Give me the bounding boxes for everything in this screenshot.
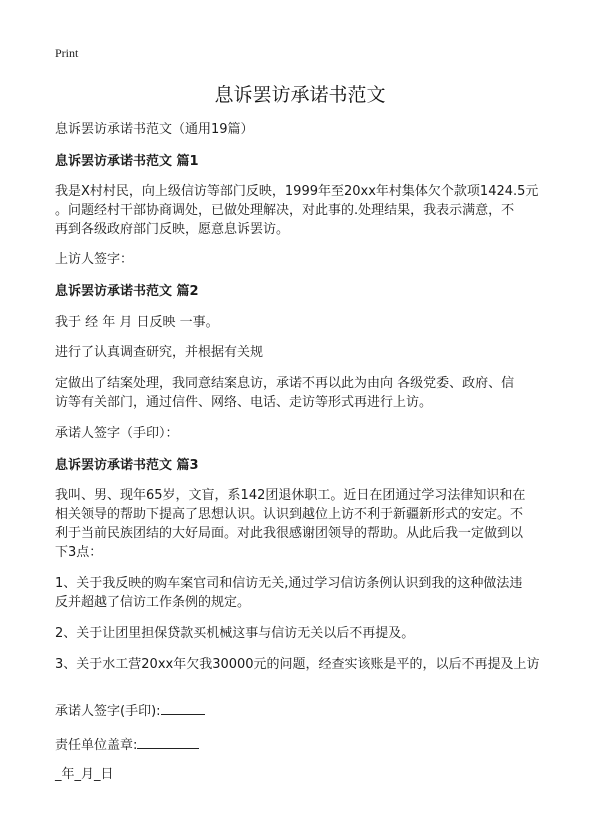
seal-blank: [137, 734, 199, 749]
print-label: Print: [55, 46, 79, 60]
section3-para-line: 利于当前民族团结的大好局面。对此我很感谢团领导的帮助。从此后我一定做到以: [55, 526, 524, 541]
section3-para-line: 下3点：: [55, 545, 103, 560]
section3-item-1-line: 反并超越了信访工作条例的规定。: [55, 595, 251, 610]
section-heading-2: 息诉罢访承诺书范文 篇2: [55, 284, 199, 299]
section-heading-3: 息诉罢访承诺书范文 篇3: [55, 458, 199, 473]
seal-row: [55, 734, 550, 755]
date-line: _年_月_日: [55, 767, 114, 782]
section3-item-2: 2、关于让团里担保贷款买机械这事与信访无关以后不再提及。: [55, 626, 415, 641]
section2-signature: 承诺人签字（手印）：: [55, 426, 179, 441]
section2-para: 进行了认真调查研究，并根据有关规: [55, 345, 264, 360]
section2-para-line: 访等有关部门，通过信件、网络、电话、走访等形式再进行上访。: [55, 395, 433, 410]
section3-para-line: 相关领导的帮助下提高了思想认识。认识到越位上访不利于新疆新形式的安定。不: [55, 507, 524, 522]
section-heading-1: 息诉罢访承诺书范文 篇1: [55, 154, 199, 169]
section2-para-line: 定做出了结案处理，我同意结案息访，承诺不再以此为由向 各级党委、政府、信: [55, 376, 515, 391]
subtitle: 息诉罢访承诺书范文（通用19篇）: [55, 122, 254, 137]
section1-para-line: 我是X村村民，向上级信访等部门反映，1999年至20xx年村集体欠个款项1424.5元: [55, 184, 539, 199]
section1-signature: 上访人签字：: [55, 252, 134, 267]
section2-para: 我于 经 年 月 日反映 一事。: [55, 315, 219, 330]
section3-para-line: 我叫、男、现年65岁，文盲，系142团退休职工。近日在团通过学习法律知识和在: [55, 488, 526, 503]
section3-item-1-line: 1、关于我反映的购车案官司和信访无关,通过学习信访条例认识到我的这种做法违: [55, 576, 523, 591]
page-title: 息诉罢访承诺书范文: [214, 84, 386, 106]
section1-para-line: 再到各级政府部门反映，愿意息诉罢访。: [55, 222, 290, 237]
signature-blank: [161, 700, 205, 715]
signature-row: [55, 700, 550, 721]
signature-label: 承诺人签字(手印):: [55, 704, 161, 719]
section1-para-line: 。问题经村干部协商调处，已做处理解决，对此事的.处理结果，我表示满意，不: [55, 203, 515, 218]
seal-label: 责任单位盖章:: [55, 738, 138, 753]
section3-item-3: 3、关于水工营20xx年欠我30000元的问题，经查实该账是平的，以后不再提及上访: [55, 657, 540, 672]
